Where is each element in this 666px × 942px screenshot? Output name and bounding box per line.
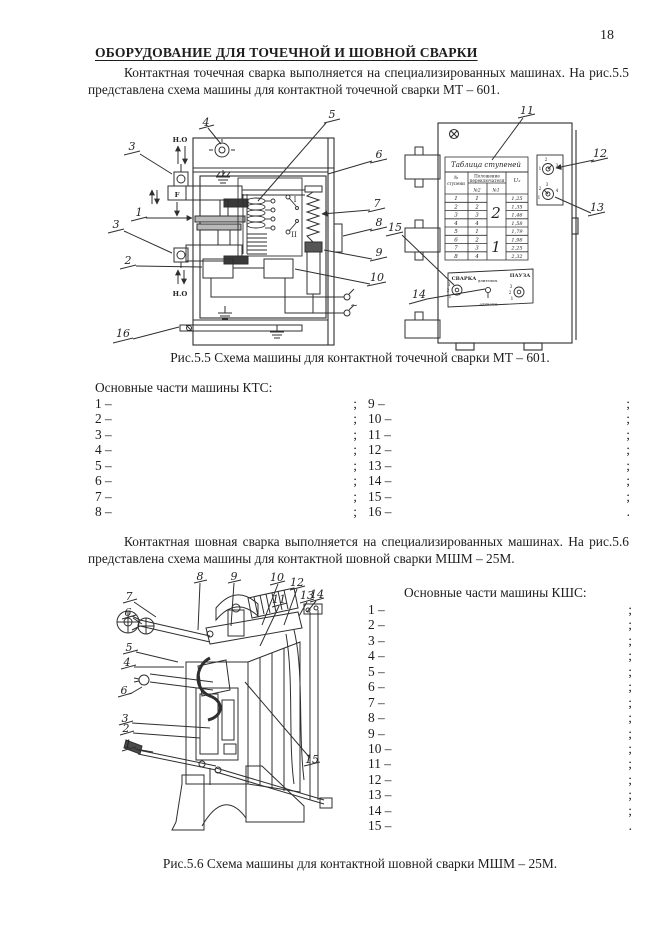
list-item-blank <box>385 602 629 617</box>
table-cell: 2 <box>454 204 458 211</box>
list-row <box>368 633 632 648</box>
table-cell: 1,46 <box>511 212 523 219</box>
kts-parts-list <box>95 396 630 520</box>
list-item-blank <box>391 411 626 426</box>
table-cell: 1,98 <box>511 237 523 244</box>
list-row <box>368 787 632 802</box>
list-item-separator: ; <box>628 632 632 648</box>
list-item-separator: ; <box>626 442 630 458</box>
callout-6: 6 <box>124 606 132 619</box>
section-title: ОБОРУДОВАНИЕ ДЛЯ ТОЧЕЧНОЙ И ШОВНОЙ СВАРКИ <box>95 45 478 60</box>
table-cell: 1 <box>475 196 479 203</box>
list-item-number: 16 – <box>368 504 392 520</box>
list-item-blank <box>385 633 629 648</box>
callout-leaders <box>118 580 324 766</box>
list-item-blank <box>112 442 354 457</box>
switch-top-label: длительн. <box>477 278 499 283</box>
table-cell: 3 <box>454 212 458 219</box>
figure-5-6-caption: Рис.5.6 Схема машины для контактной шовной сварки МШМ – 25М. <box>162 856 558 871</box>
callout-12: 12 <box>593 147 607 160</box>
figure-5-5-caption: Рис.5.5 Схема машины для контактной точечной сварки МТ – 601. <box>170 350 550 365</box>
list-item-blank <box>112 458 354 473</box>
list-item-separator: ; <box>353 473 357 489</box>
n1-group-bottom: 1 <box>491 238 501 256</box>
pauza-label: ПАУЗА <box>509 273 531 279</box>
callout-13: 13 <box>590 201 604 214</box>
list-row <box>95 473 630 488</box>
list-item-blank <box>391 772 628 787</box>
list-item-number: 13 – <box>368 787 392 803</box>
callout-leaders <box>108 114 608 343</box>
knob-tick: 2 <box>508 290 512 295</box>
page-number: 18 <box>600 28 614 43</box>
callout-6: 6 <box>375 148 383 161</box>
col-stage-header-2: ступени <box>447 181 465 186</box>
knob-tick: 2 <box>538 186 542 191</box>
list-row <box>95 458 630 473</box>
list-item-separator: ; <box>626 426 630 442</box>
list-item-number: 8 – <box>368 710 385 726</box>
list-item-number: 2 – <box>95 411 112 427</box>
list-item-blank <box>385 648 629 663</box>
list-item-separator: ; <box>628 740 632 756</box>
svarka-label: СВАРКА <box>451 276 477 282</box>
list-item-blank <box>391 741 628 756</box>
list-item-separator: ; <box>626 396 630 411</box>
label-ac-tilde: ~ <box>350 301 358 311</box>
table-cell: 8 <box>454 253 458 260</box>
list-item-separator: ; <box>626 473 630 489</box>
list-item-blank <box>112 504 354 519</box>
list-item-blank <box>391 427 626 442</box>
list-item-blank <box>112 473 354 488</box>
table-cell: 4 <box>475 220 479 227</box>
selector-knobs-panel <box>537 155 563 205</box>
list-item-separator: ; <box>353 504 357 520</box>
switch-bottom-label: одиночн. <box>479 301 499 307</box>
table-cell: 7 <box>454 245 458 252</box>
callout-3: 3 <box>128 140 136 153</box>
list-row <box>368 803 632 818</box>
table-cell: 1,25 <box>511 196 523 203</box>
table-cell: 1,58 <box>511 220 523 227</box>
col-n2-header: №2 <box>473 188 481 194</box>
list-row <box>368 664 632 679</box>
list-item-separator: ; <box>353 426 357 442</box>
list-item-separator: ; <box>628 771 632 787</box>
label-f: F <box>174 191 180 199</box>
list-row <box>95 396 630 411</box>
list-item-separator: ; <box>628 802 632 818</box>
list-item-number: 7 – <box>368 694 385 710</box>
list-item-blank <box>391 489 626 504</box>
list-item-separator: ; <box>628 602 632 617</box>
table-cell: 3 <box>475 245 479 252</box>
list-item-blank <box>385 679 629 694</box>
list-item-number: 2 – <box>368 617 385 633</box>
list-item-number: 7 – <box>95 488 112 504</box>
list-row <box>368 695 632 710</box>
table-cell: 5 <box>454 229 458 236</box>
list-item-number: 14 – <box>368 473 392 489</box>
callout-9: 9 <box>375 246 383 259</box>
list-item-separator: ; <box>628 694 632 710</box>
list-item-number: 8 – <box>95 504 112 520</box>
list-item-number: 10 – <box>368 740 392 756</box>
paragraph-1: Контактная точечная сварка выполняется на специализированных машинах. На рис.5.5 представлена схема машины для контактной точечной сварки МТ – 601. <box>88 65 629 98</box>
list-row <box>368 772 632 787</box>
list-item-separator: ; <box>628 679 632 695</box>
col-stage-header: № <box>453 176 459 181</box>
list-item-number: 6 – <box>368 679 385 695</box>
list-item-separator: . <box>626 504 630 520</box>
knob-tick: 3 <box>447 282 451 287</box>
list-item-number: 15 – <box>368 818 392 834</box>
callout-4: 4 <box>202 116 210 129</box>
table-cell: 2,32 <box>511 253 523 260</box>
list-item-number: 15 – <box>368 488 392 504</box>
callout-10: 10 <box>370 271 384 284</box>
callout-16: 16 <box>116 327 130 340</box>
list-item-number: 12 – <box>368 442 392 458</box>
list-item-number: 5 – <box>368 663 385 679</box>
list-item-separator: ; <box>628 787 632 803</box>
knob-tick: 1 <box>448 294 452 299</box>
list-item-blank <box>391 504 626 519</box>
list-item-number: 11 – <box>368 426 391 442</box>
list-item-number: 11 – <box>368 756 391 772</box>
callout-15: 15 <box>388 221 402 234</box>
list-row <box>368 741 632 756</box>
list-row <box>95 489 630 504</box>
table-cell: 3 <box>475 212 479 219</box>
list-item-number: 4 – <box>95 442 112 458</box>
list-row <box>368 617 632 632</box>
list-row <box>95 504 630 519</box>
knob-tick: 2 <box>446 288 450 293</box>
list-item-blank <box>385 695 629 710</box>
list-item-blank <box>391 756 628 771</box>
list-item-blank <box>385 710 629 725</box>
table-cell: 1,35 <box>511 204 523 211</box>
list-item-blank <box>112 411 354 426</box>
list-item-number: 3 – <box>368 632 385 648</box>
list-item-separator: ; <box>626 488 630 504</box>
callout-11: 11 <box>520 106 534 117</box>
list-item-separator: ; <box>353 411 357 427</box>
knob-tick: 2 <box>544 157 548 162</box>
list-item-blank <box>391 442 626 457</box>
list-item-blank <box>385 396 627 411</box>
knob-tick: 1 <box>538 166 542 171</box>
col-position-header: Положение <box>474 173 500 179</box>
list-row <box>368 756 632 771</box>
callout-13: 13 <box>300 589 314 602</box>
list-item-number: 1 – <box>95 396 112 411</box>
cabinet-top-knob <box>209 139 235 157</box>
callout-8: 8 <box>196 570 204 583</box>
table-cell: 2 <box>475 237 479 244</box>
list-item-blank <box>385 726 629 741</box>
list-row <box>368 602 632 617</box>
list-item-blank <box>112 489 354 504</box>
table-cell: 6 <box>454 237 458 244</box>
list-row <box>368 679 632 694</box>
list-row <box>368 818 632 833</box>
callout-7: 7 <box>125 590 133 603</box>
figure-5-5-drawing <box>96 106 626 351</box>
callout-5: 5 <box>125 641 133 654</box>
kshs-parts-list <box>368 602 632 834</box>
knob-tick: 1 <box>537 195 541 200</box>
list-item-separator: ; <box>353 488 357 504</box>
list-row <box>368 648 632 663</box>
callout-12: 12 <box>290 576 304 589</box>
list-item-separator: ; <box>626 411 630 427</box>
label-switch-pos-2: II <box>291 231 297 239</box>
list-item-separator: ; <box>353 442 357 458</box>
list-row <box>95 427 630 442</box>
list-item-separator: ; <box>628 617 632 633</box>
label-no-top: Н.О <box>172 136 188 144</box>
callout-2: 2 <box>124 254 132 267</box>
callout-3: 3 <box>121 712 129 725</box>
kshs-list-heading: Основные части машины КШС: <box>404 585 587 600</box>
list-item-separator: ; <box>628 725 632 741</box>
col-position-header-2: переключателя <box>469 178 505 183</box>
callout-11: 11 <box>272 593 286 606</box>
callout-9: 9 <box>230 570 238 583</box>
callout-14: 14 <box>310 588 324 601</box>
list-item-blank <box>391 803 628 818</box>
col-n1-header: №1 <box>492 188 500 194</box>
col-u-header: U₂ <box>513 178 521 184</box>
figure-5-6-drawing <box>98 570 368 855</box>
knob-tick: 3 <box>545 182 549 187</box>
list-item-blank <box>391 787 628 802</box>
list-item-blank <box>112 396 354 411</box>
callout-1: 1 <box>135 206 143 219</box>
list-row <box>368 710 632 725</box>
callout-1: 1 <box>124 738 132 751</box>
list-item-number: 3 – <box>95 426 112 442</box>
list-item-separator: ; <box>626 457 630 473</box>
table-cell: 4 <box>475 253 479 260</box>
spring-electrode-column <box>305 186 342 313</box>
knob-tick: 3 <box>509 284 513 289</box>
knob-tick: 3 <box>555 163 559 168</box>
list-row <box>95 411 630 426</box>
list-item-blank <box>385 664 629 679</box>
seam-welder-body <box>117 588 332 830</box>
knob-tick: 1 <box>510 296 514 301</box>
list-item-blank <box>385 617 629 632</box>
list-item-blank <box>391 818 628 833</box>
list-item-separator: ; <box>628 648 632 664</box>
knob-tick: 4 <box>555 188 559 193</box>
list-item-separator: ; <box>353 457 357 473</box>
list-item-number: 9 – <box>368 725 385 741</box>
callout-7: 7 <box>373 197 381 210</box>
table-cell: 1 <box>454 196 458 203</box>
list-item-number: 13 – <box>368 457 392 473</box>
steps-table-title: Таблица ступеней <box>451 161 521 169</box>
callout-3b: 3 <box>112 218 120 231</box>
callout-5: 5 <box>328 108 336 121</box>
kts-list-heading: Основные части машины КТС: <box>95 380 273 395</box>
callout-14: 14 <box>412 288 426 301</box>
list-item-blank <box>391 473 626 488</box>
callout-4: 4 <box>123 656 131 669</box>
list-item-separator: ; <box>628 710 632 726</box>
list-item-separator: . <box>628 818 632 834</box>
label-switch-pos-1: I <box>293 196 297 204</box>
table-cell: 1,79 <box>511 229 523 236</box>
list-item-number: 5 – <box>95 457 112 473</box>
callout-6b: 6 <box>120 684 128 697</box>
label-no-bottom: Н.О <box>172 290 188 298</box>
list-item-separator: ; <box>353 396 357 411</box>
table-cell: 2 <box>475 204 479 211</box>
callout-8: 8 <box>375 216 383 229</box>
list-item-number: 4 – <box>368 648 385 664</box>
callout-10: 10 <box>270 571 284 584</box>
list-item-number: 9 – <box>368 396 385 411</box>
list-item-separator: ; <box>628 663 632 679</box>
list-item-number: 1 – <box>368 602 385 617</box>
table-cell: 2,25 <box>511 245 523 252</box>
callout-2: 2 <box>122 722 130 735</box>
list-item-separator: ; <box>628 756 632 772</box>
electrode-press-assembly <box>152 146 305 284</box>
list-row <box>95 442 630 457</box>
n1-group-top: 2 <box>491 204 501 222</box>
list-item-number: 14 – <box>368 802 392 818</box>
list-row <box>368 726 632 741</box>
table-cell: 1 <box>475 229 479 236</box>
list-item-number: 12 – <box>368 771 392 787</box>
list-item-blank <box>112 427 354 442</box>
list-item-blank <box>391 458 626 473</box>
paragraph-2: Контактная шовная сварка выполняется на специализированных машинах. На рис.5.6 представлена схема машины для контактной шовной сварки МШМ – 25М. <box>88 534 629 567</box>
table-cell: 4 <box>454 220 458 227</box>
list-item-number: 10 – <box>368 411 392 427</box>
list-item-number: 6 – <box>95 473 112 489</box>
callout-15: 15 <box>305 753 319 766</box>
